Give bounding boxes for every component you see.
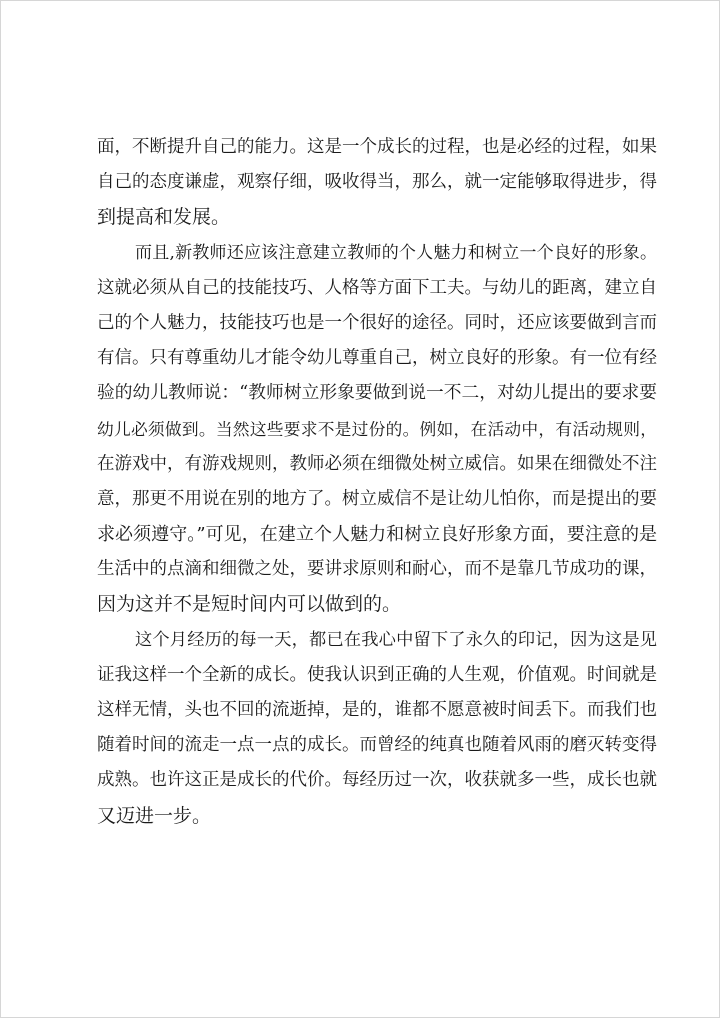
text-line: 幼儿必须做到。当然这些要求不是过份的。例如，在活动中，有活动规则，	[97, 418, 657, 439]
text-line: 到提高和发展。	[97, 206, 231, 229]
text-line: 证我这样一个全新的成长。使我认识到正确的人生观，价值观。时间就是	[97, 664, 657, 685]
text-line: 求必须遵守。”可见，在建立个人魅力和树立良好形象方面，要注意的是	[97, 524, 657, 546]
text-line: 面，不断提升自己的能力。这是一个成长的过程，也是必经的过程，如果	[97, 137, 657, 157]
text-line: 因为这并不是短时间内可以做到的。	[97, 593, 402, 616]
text-line: 这个月经历的每一天，都已在我心中留下了永久的印记，因为这是见	[135, 629, 657, 650]
text-line: 验的幼儿教师说：“教师树立形象要做到说一不二，对幼儿提出的要求要	[97, 383, 657, 404]
text-line: 己的个人魅力，技能技巧也是一个很好的途径。同时，还应该要做到言而	[97, 312, 657, 333]
text-line: 自己的态度谦虚，观察仔细，吸收得当，那么，就一定能够取得进步，得	[97, 172, 657, 193]
paragraph-3	[97, 623, 657, 834]
text-line: 意，那更不用说在别的地方了。树立威信不是让幼儿怕你，而是提出的要	[97, 488, 657, 509]
text-line: 生活中的点滴和细微之处，要讲求原则和耐心，而不是靠几节成功的课，	[97, 559, 657, 580]
text-line: 又迈进一步。	[97, 804, 212, 827]
paragraph-1	[97, 130, 657, 236]
text-line: 这就必须从自己的技能技巧、人格等方面下工夫。与幼儿的距离，建立自	[97, 277, 657, 298]
text-line: 在游戏中，有游戏规则，教师必须在细微处树立威信。如果在细微处不注	[97, 453, 657, 474]
paragraph-2	[97, 236, 657, 623]
text-line: 这样无情，头也不回的流逝掉，是的，谁都不愿意被时间丢下。而我们也	[97, 700, 657, 720]
document-body	[97, 130, 657, 834]
text-line: 有信。只有尊重幼儿才能令幼儿尊重自己，树立良好的形象。有一位有经	[97, 348, 657, 369]
text-line: 随着时间的流走一点一点的成长。而曾经的纯真也随着风雨的磨灭转变得	[97, 735, 657, 756]
text-line: 而且,新教师还应该注意建立教师的个人魅力和树立一个良好的形象。	[135, 242, 657, 263]
text-line: 成熟。也许这正是成长的代价。每经历过一次，收获就多一些，成长也就	[97, 770, 657, 791]
